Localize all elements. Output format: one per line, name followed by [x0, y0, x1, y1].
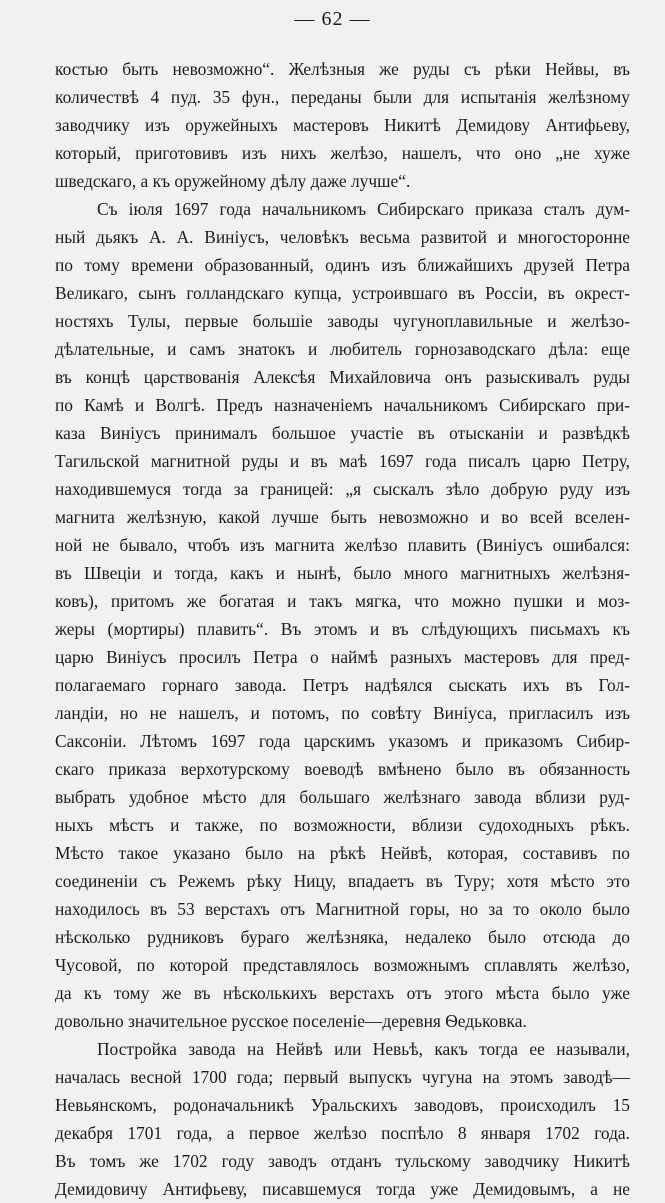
text-line: Великаго, сынъ голландскаго купца, устроившаго въ Россіи, въ окрест- — [55, 283, 630, 303]
text-line: заводчику изъ оружейныхъ мастеровъ Никитѣ Демидову Антифьеву, — [55, 115, 630, 135]
text-line: находилось въ 53 верстахъ отъ Магнитной горы, но за то около было — [55, 899, 630, 919]
text-line: ностяхъ Тулы, первые большіе заводы чугуноплавильные и желѣзо- — [55, 311, 630, 331]
text-line: Чусовой, по которой представлялось возможнымъ сплавлять желѣзо, — [55, 955, 630, 975]
text-line: ковъ), притомъ же богатая и такъ мягка, что можно пушки и моз- — [55, 591, 630, 611]
text-line: Невьянскомъ, родоначальникѣ Уральскихъ заводовъ, происходилъ 15 — [55, 1095, 630, 1115]
text-line: въ Швеціи и тогда, какъ и нынѣ, было много магнитныхъ желѣзня- — [55, 563, 630, 583]
text-line: Съ іюля 1697 года начальникомъ Сибирскаго приказа сталъ дум- — [97, 199, 630, 219]
text-line: Саксоніи. Лѣтомъ 1697 года царскимъ указомъ и приказомъ Сибир- — [55, 731, 630, 751]
text-line: который, приготовивъ изъ нихъ желѣзо, нашелъ, что оно „не хуже — [55, 143, 630, 163]
text-line: Демидовичу Антифьеву, писавшемуся тогда уже Демидовымъ, а не — [55, 1179, 630, 1199]
text-line: жеры (мортиры) плавить“. Въ этомъ и въ слѣдующихъ письмахъ къ — [55, 619, 630, 639]
text-line: въ концѣ царствованія Алексѣя Михайловича онъ разыскивалъ руды — [55, 367, 630, 387]
text-line: магнита желѣзную, какой лучше быть невозможно и во всей вселен- — [55, 507, 630, 527]
text-line: Мѣсто такое указано было на рѣкѣ Нейвѣ, которая, составивъ по — [55, 843, 630, 863]
text-line: находившемуся тогда за границей: „я сыскалъ зѣло добрую руду изъ — [55, 479, 630, 499]
text-line: довольно значительное русское поселеніе—деревня Ѳедьковка. — [55, 1011, 527, 1031]
text-line: выбрать удобное мѣсто для большаго желѣзнаго завода вблизи руд- — [55, 787, 630, 807]
text-line: по тому времени образованный, одинъ изъ ближайшихъ друзей Петра — [55, 255, 630, 275]
text-line: полагаемаго горнаго завода. Петръ надѣялся сыскать ихъ въ Гол- — [55, 675, 630, 695]
text-line: царю Виніусъ просилъ Петра о наймѣ разныхъ мастеровъ для пред- — [55, 647, 630, 667]
paragraph — [55, 1035, 630, 1203]
text-line: ландіи, но не нашелъ, и потомъ, по совѣту Виніуса, пригласилъ изъ — [55, 703, 630, 723]
text-line: ныхъ мѣстъ и также, по возможности, вблизи судоходныхъ рѣкъ. — [55, 815, 630, 835]
text-line: Въ томъ же 1702 году заводъ отданъ тульскому заводчику Никитѣ — [55, 1151, 630, 1171]
text-line: скаго приказа верхотурскому воеводѣ вмѣнено было въ обязанность — [55, 759, 630, 779]
text-line: началась весной 1700 года; первый выпускъ чугуна на этомъ заводѣ— — [55, 1067, 630, 1087]
text-line: количествѣ 4 пуд. 35 фун., переданы были для испытанія желѣзному — [55, 87, 630, 107]
text-line: нѣсколько рудниковъ бураго желѣзняка, недалеко было отсюда до — [55, 927, 630, 947]
text-line: да къ тому же въ нѣсколькихъ верстахъ отъ этого мѣста было уже — [55, 983, 630, 1003]
text-line: шведскаго, а къ оружейному дѣлу даже лучше“. — [55, 171, 411, 191]
text-line: декабря 1701 года, а первое желѣзо поспѣло 8 января 1702 года. — [55, 1123, 630, 1143]
text-line: Тагильской магнитной руды и въ маѣ 1697 года писалъ царю Петру, — [55, 451, 630, 471]
text-line: костью быть невозможно“. Желѣзныя же руды съ рѣки Нейвы, въ — [55, 59, 630, 79]
text-line: Постройка завода на Нейвѣ или Невьѣ, какъ тогда ее называли, — [97, 1039, 630, 1059]
paragraph — [55, 195, 630, 1035]
page-number: — 62 — — [294, 8, 371, 30]
body-text — [55, 55, 630, 1203]
text-line: ный дьякъ А. А. Виніусъ, человѣкъ весьма развитой и многосторонне — [55, 227, 630, 247]
paragraph — [55, 55, 630, 195]
text-line: дѣлательные, и самъ знатокъ и любитель горнозаводскаго дѣла: еще — [55, 339, 630, 359]
text-line: каза Виніусъ принималъ большое участіе въ отысканіи и развѣдкѣ — [55, 423, 630, 443]
text-line: по Камѣ и Волгѣ. Предъ назначеніемъ начальникомъ Сибирскаго при- — [55, 395, 630, 415]
text-line: ной не бывало, чтобъ изъ магнита желѣзо плавить (Виніусъ ошибался: — [55, 535, 630, 555]
text-line: соединеніи съ Режемъ рѣку Ницу, впадаетъ въ Туру; хотя мѣсто это — [55, 871, 630, 891]
